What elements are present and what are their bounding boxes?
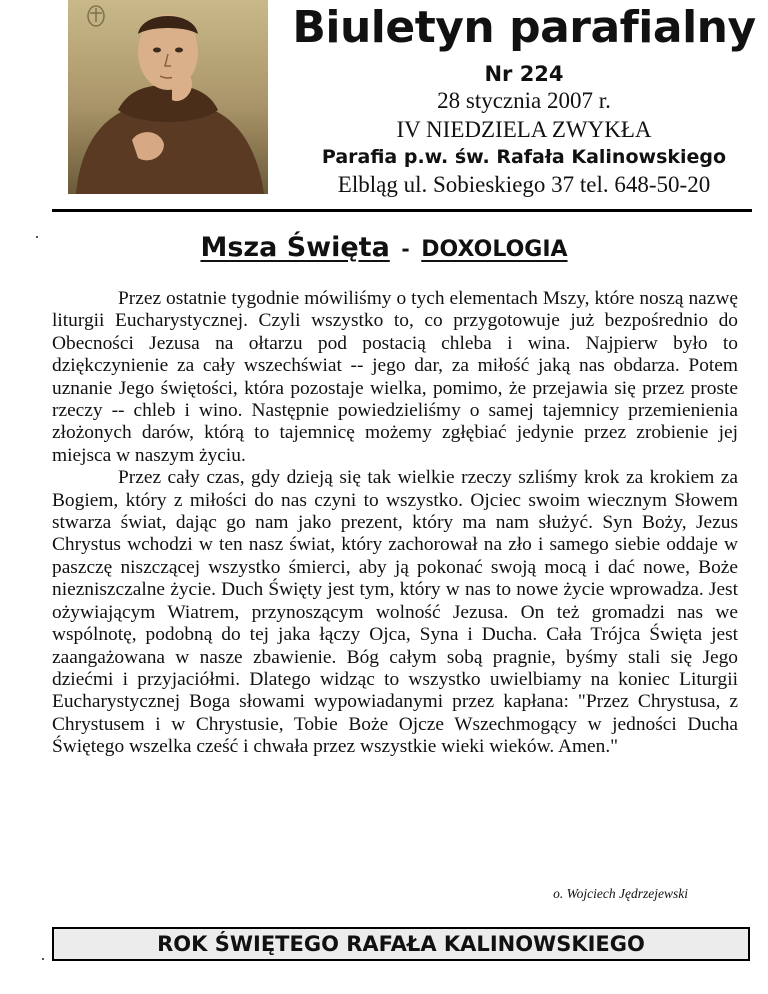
header-divider — [52, 209, 752, 212]
title-separator: - — [401, 237, 410, 261]
section-banner: ROK ŚWIĘTEGO RAFAŁA KALINOWSKIEGO — [52, 927, 750, 961]
article-title: Msza Święta — [200, 232, 390, 263]
scan-speck — [42, 958, 44, 960]
parish-address: Elbląg ul. Sobieskiego 37 tel. 648-50-20 — [337, 172, 711, 197]
issue-number: Nr 224 — [484, 62, 564, 86]
article-paragraph-1: Przez ostatnie tygodnie mówiliśmy o tych elementach Mszy, które noszą nazwę liturgii Eucharystycznej. Czyli wszystko to, co przygotowuje już bezpośrednio do Obecności Jezusa na ołtarzu pod postacią chleba i wina. Najpierw było to dziękczynienie za cały wszechświat -- jego dar, za miłość jaką nas obdarza. Potem uznanie Jego świętości, która pozostaje wielka, pomimo, że przejawia się przez proste rzeczy -- chleb i wino. Następnie powiedzieliśmy o samej tajemnicy przemienienia złożonych darów, którą to tajemnicę możemy zgłębiać jedynie przez zrobienie jej miejsca w naszym życiu. — [52, 288, 738, 466]
article-subtitle: DOXOLOGIA — [421, 237, 568, 262]
article-paragraph-2: Przez cały czas, gdy dzieją się tak wielkie rzeczy szliśmy krok za krokiem za Bogiem, który z miłości do nas czyni to wszystko. Ojciec swoim wiecznym Słowem stwarza świat, dając go nam jako prezent, który ma nam służyć. Syn Boży, Jezus Chrystus wchodzi w ten nasz świat, który zachorował na zło i samego siebie oddaje w paszczę niszczącej wszystko śmierci, aby ją pokonać swoją mocą i dać nowe, Boże niezniszczalne życie. Duch Święty jest tym, który w nas to nowe życie wprowadza. Jest ożywiającym Wiatrem, przynoszącym wolność Jezusa. On też gromadzi nas we wspólnotę, podobną do tej jaka łączy Ojca, Syna i Ducha. Cała Trójca Święta jest zaangażowana w nasze zbawienie. Bóg całym sobą pragnie, byśmy stali się Jego dziećmi i przyjaciółmi. Dlatego widząc to wszystko uwielbiamy na koniec Liturgii Eucharystycznej Boga słowami wypowiadanymi przez kapłana: "Przez Chrystusa, z Chrystusem i w Chrystusie, Tobie Boże Ojcze Wszechmogący w jedności Ducha Świętego wszelka cześć i chwała przez wszystkie wieki wieków. Amen." — [52, 467, 738, 758]
article-author: o. Wojciech Jędrzejewski — [553, 886, 688, 901]
article-body — [52, 288, 738, 759]
issue-date: 28 stycznia 2007 r. — [437, 88, 611, 113]
article-heading — [0, 232, 768, 263]
emblem-icon — [88, 6, 104, 26]
parish-name: Parafia p.w. św. Rafała Kalinowskiego — [321, 146, 727, 168]
saint-portrait — [68, 0, 268, 194]
liturgical-sunday: IV NIEDZIELA ZWYKŁA — [396, 117, 652, 142]
bulletin-title: Biuletyn parafialny — [292, 2, 756, 53]
